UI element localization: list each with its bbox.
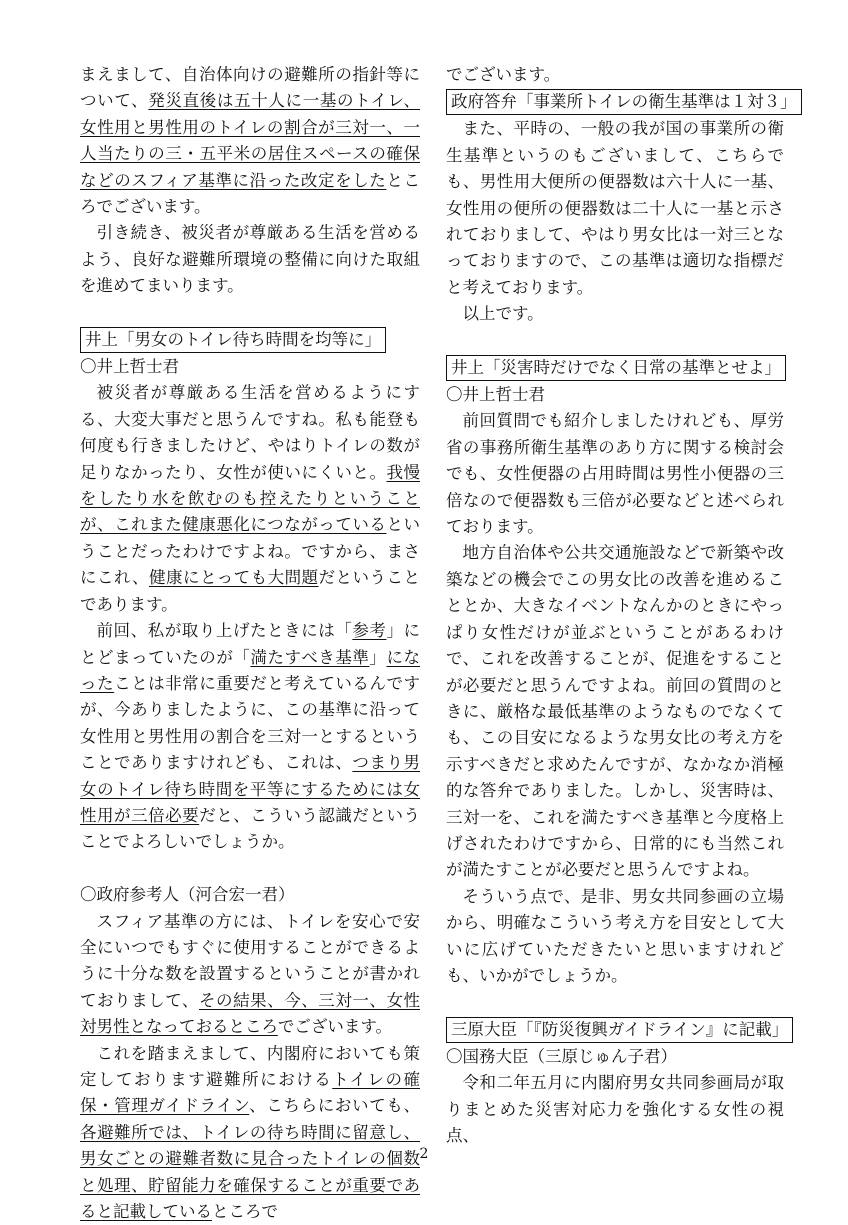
underlined-text: 満たすべき基準 bbox=[250, 647, 370, 667]
underlined-text: 健康にとっても大問題 bbox=[148, 568, 319, 588]
paragraph: そういう点で、是非、男女共同参画の立場から、明確なこういう考え方を目安として大いに広げていただきたいと思いますけれども、いかがでしょうか。 bbox=[446, 886, 784, 985]
paragraph: 地方自治体や公共交通施設などで新築や改築などの機会でこの男女比の改善を進めることとか、大きなイベントなんかのときにやっぱり女性だけが並ぶということがあるわけで、これを改善することが、促進をすることが必要だと思うんですよね。前回の質問のときに、厳格な最低基準のようなものでなくても、この目安になるような男女比の考え方を示すべきだと求めたんですが、なかなか消極的な答弁でありました。しかし、災害時は、三対一を、これを満たすべき基準と今度格上げされたわけですから、日常的にも当然これが満たすことが必要だと思うんですよね。 bbox=[446, 543, 784, 880]
speaker-label: 〇国務大臣（三原じゅん子君） bbox=[446, 1046, 677, 1066]
spacer bbox=[80, 856, 420, 882]
page-number: 2 bbox=[419, 1146, 429, 1162]
left-column bbox=[80, 62, 420, 1225]
paragraph: 前回質問でも紹介しましたけれども、厚労省の事務所衛生基準のあり方に関する検討会でも、女性便器の占用時間は男性小便器の三倍なので便器数も三倍が必要などと述べられております。 bbox=[446, 411, 784, 537]
paragraph: また、平時の、一般の我が国の事業所の衛生基準というのもございまして、こちらでも、男性用大便所の便器数は六十人に一基、女性用の便所の便器数は二十人に一基と示されておりまして、やはり男女比は一対三となっておりますので、この基準は適切な指標だと考えております。 bbox=[446, 119, 784, 297]
paragraph: 令和二年五月に内閣府男女共同参画局が取りまとめた災害対応力を強化する女性の視点、 bbox=[446, 1073, 784, 1145]
underlined-text: 我慢をしたり水を飲むのも控えたりということが、これまた健康悪化につながっている bbox=[80, 462, 421, 535]
underlined-text: になった bbox=[80, 647, 421, 693]
underlined-text: トイレの確保・管理ガイドライン bbox=[80, 1070, 420, 1116]
speaker-label: 〇井上哲士君 bbox=[80, 357, 179, 377]
section-heading: 三原大臣「『防災復興ガイドライン』に記載」 bbox=[446, 1017, 793, 1043]
spacer bbox=[446, 989, 784, 1015]
right-column bbox=[446, 62, 797, 1149]
speaker-label: 〇政府参考人（河合宏一君） bbox=[80, 885, 295, 905]
underlined-text: その結果、今、三対一、女性対男性となっておるところ bbox=[80, 990, 421, 1037]
paragraph: 引き続き、被災者が尊厳ある生活を営めるよう、良好な避難所環境の整備に向けた取組を進めてまいります。 bbox=[80, 223, 420, 296]
paragraph: でございます。 bbox=[446, 65, 561, 84]
underlined-text: 各避難所では、トイレの待ち時間に留意し、男女ごとの避難者数に見合ったトイレの個数と処理、貯留能力を確保することが重要であると記載している bbox=[80, 1122, 420, 1222]
spacer bbox=[80, 300, 420, 326]
paragraph: 被災者が尊厳ある生活を営めるようにする、大変大事だと思うんですね。私も能登も何度も行きましたけど、やはりトイレの数が足りなかったり、女性が使いにくいと。我慢をしたり水を飲むのも控えたりということが、これまた健康悪化につながっているということだったわけですよね。ですから、まさにこれ、健康にとっても大問題だということであります。 bbox=[80, 383, 421, 614]
paragraph: 以上です。 bbox=[462, 304, 544, 324]
section-heading: 井上「災害時だけでなく日常の基準とせよ」 bbox=[446, 355, 786, 381]
underlined-text: つまり男女のトイレ待ち時間を平等にするためには女性用が三倍必要 bbox=[80, 753, 421, 825]
underlined-text: 参考 bbox=[352, 621, 387, 641]
section-heading: 政府答弁「事業所トイレの衛生基準は１対３」 bbox=[446, 89, 802, 115]
spacer bbox=[446, 328, 784, 354]
paragraph: 前回、私が取り上げたときには「参考」にとどまっていたのが「満たすべき基準」になったことは非常に重要だと考えているんですが、今ありましたように、この基準に沿って女性用と男性用の割合を三対一とするということでありますけれども、これは、つまり男女のトイレ待ち時間を平等にするためには女性用が三倍必要だと、こういう認識だということでよろしいでしょうか。 bbox=[80, 621, 421, 852]
paragraph: まえまして、自治体向けの避難所の指針等について、発災直後は五十人に一基のトイレ、女性用と男性用のトイレの割合が三対一、一人当たりの三・五平米の居住スペースの確保などのスフィア基準に沿った改定をしたところでございます。 bbox=[80, 65, 421, 217]
underlined-text: 発災直後は五十人に一基のトイレ、女性用と男性用のトイレの割合が三対一、一人当たりの三・五平米の居住スペースの確保などのスフィア基準に沿った改定をした bbox=[80, 91, 420, 190]
paragraph: これを踏まえまして、内閣府においても策定しております避難所におけるトイレの確保・管理ガイドライン、こちらにおいても、各避難所では、トイレの待ち時間に留意し、男女ごとの避難者数に見合ったトイレの個数と処理、貯留能力を確保することが重要であると記載しているところで bbox=[80, 1043, 420, 1222]
section-heading: 井上「男女のトイレ待ち時間を均等に」 bbox=[80, 327, 386, 353]
speaker-label: 〇井上哲士君 bbox=[446, 385, 545, 405]
paragraph: スフィア基準の方には、トイレを安心で安全にいつでもすぐに使用することができるように十分な数を設置するということが書かれておりまして、その結果、今、三対一、女性対男性となっておるところでございます。 bbox=[80, 911, 421, 1037]
